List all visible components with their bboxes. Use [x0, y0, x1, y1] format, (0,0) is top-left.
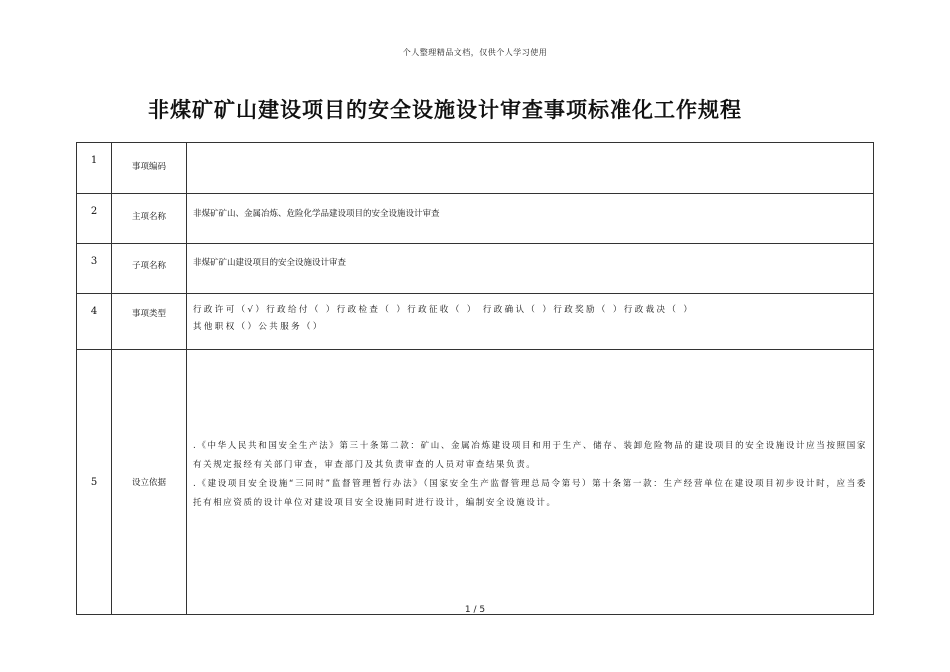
document-title: 非煤矿矿山建设项目的安全设施设计审查事项标准化工作规程	[148, 97, 742, 122]
row-number: 1	[77, 143, 112, 194]
legal-basis	[193, 437, 867, 513]
content-text: 非煤矿矿山建设项目的安全设施设计审查	[193, 258, 347, 268]
watermark-text: 个人整理精品文档，仅供个人学习使用	[402, 48, 548, 57]
label-text: 事项类型	[131, 309, 166, 319]
label-text: 子项名称	[131, 261, 166, 271]
item-type-line-2: 其他职权（）公共服务（）	[193, 322, 324, 332]
row-content	[187, 194, 874, 244]
table-row	[77, 350, 874, 615]
page-number: 1 / 5	[464, 605, 486, 615]
row-content	[187, 350, 874, 615]
row-content	[187, 143, 874, 194]
row-label	[112, 244, 187, 294]
basis-paragraph: .《中华人民共和国安全生产法》第三十条第二款：矿山、金属冶炼建设项目和用于生产、储存、装卸危险物品的建设项目的安全设施设计应当按照国家有关规定报经有关部门审查，审查部门及其负责审查的人员对审查结果负责。	[193, 441, 867, 470]
row-label	[112, 294, 187, 350]
row-number: 3	[77, 244, 112, 294]
item-type-options	[193, 294, 867, 336]
row-number: 2	[77, 194, 112, 244]
row-label	[112, 350, 187, 615]
row-number: 4	[77, 294, 112, 350]
row-label	[112, 143, 187, 194]
basis-paragraph: .《建设项目安全设施“三同时”监督管理暂行办法》（国家安全生产监督管理总局令第号）第十条第一款：生产经营单位在建设项目初步设计时，应当委托有相应资质的设计单位对建设项目安全设施同时进行设计，编制安全设施设计。	[193, 479, 867, 508]
row-content	[187, 294, 874, 350]
table-row	[77, 294, 874, 350]
procedure-table	[76, 142, 874, 615]
table-row	[77, 244, 874, 294]
label-text: 设立依据	[131, 478, 166, 488]
table-row	[77, 194, 874, 244]
row-content	[187, 244, 874, 294]
row-number: 5	[77, 350, 112, 615]
label-text: 主项名称	[131, 212, 166, 222]
item-type-line-1: 行政许可（√）行政给付（ ）行政检查（ ）行政征收（ ） 行政确认（ ）行政奖励（ ）行政裁决（ ）	[193, 305, 695, 315]
label-text: 事项编码	[131, 162, 166, 172]
content-text: 非煤矿矿山、金属冶炼、危险化学品建设项目的安全设施设计审查	[193, 209, 440, 219]
row-label	[112, 194, 187, 244]
table-row	[77, 143, 874, 194]
